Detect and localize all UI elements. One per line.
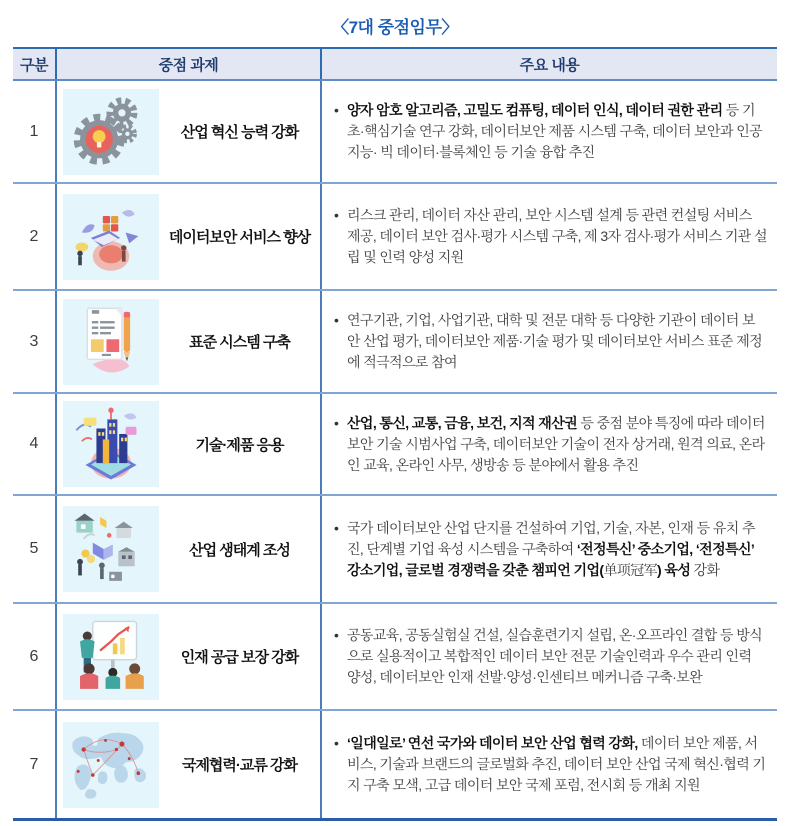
bullet-item [334,205,767,268]
row-number: 2 [13,184,57,289]
checklist-pencil-icon [63,299,159,385]
task-cell [57,604,322,709]
content-cell [322,496,777,602]
data-service-icon [63,194,159,280]
header-main-content: 주요 내용 [519,56,580,74]
row-number: 7 [13,711,57,818]
bullet-marker: • [334,102,339,118]
key-tasks-table [13,47,777,821]
industry-ecosystem-icon [63,506,159,592]
header-category: 구분 [13,49,57,79]
bullet-marker: • [334,414,339,431]
content-text: 산업, 통신, 교통, 금융, 보건, 지적 재산권 등 중점 분야 특징에 따라 데이터보안 기술 시범사업 구축, 데이터보안 기술이 전자 상거래, 원격 의료, 온라인 교육, 온라인 사무, 생방송 등 분야에서 활용 추진 [347,414,765,473]
row-number: 5 [13,496,57,602]
row-number: 4 [13,394,57,494]
content-text: ‘일대일로’ 연선 국가와 데이터 보안 산업 협력 강화, 데이터 보안 제품, 서비스, 기술과 브랜드의 글로벌화 추진, 데이터 보안 산업 국제 혁신·협력 기지 구축 모색, 고급 데이터 보안 국제 포럼, 전시회 등 개최 지원 [347,735,766,793]
bullet-marker: • [334,207,339,223]
gears-lightbulb-icon [63,89,159,175]
content-text: 공동교육, 공동실험실 건설, 실습훈련기지 설립, 온·오프라인 결합 등 방식으로 실용적이고 복합적인 데이터 보안 전문 기술인력과 우수 관리 인력 양성, 데이터보안 인재 선발·양성·인센티브 메커니즘 구축·보완 [347,627,763,685]
table-body [13,81,777,818]
bullet-marker: • [334,312,339,328]
table-row [13,711,777,818]
task-cell [57,394,322,494]
table-row [13,604,777,711]
content-cell [322,604,777,709]
bullet-marker: • [334,735,339,751]
bullet-item [334,310,767,373]
world-map-icon [63,722,159,808]
training-presentation-icon [63,614,159,700]
task-cell [57,496,322,602]
bullet-item [334,625,767,688]
task-label: 산업 혁신 능력 강화 [180,124,299,141]
content-text: 리스크 관리, 데이터 자산 관리, 보안 시스템 설계 등 관련 컨설팅 서비스 제공, 데이터 보안 검사·평가 시스템 구축, 제 3자 검사·평가 서비스 기관 설립 및 인력 양성 지원 [347,207,767,265]
bullet-item [334,100,767,163]
row-number: 6 [13,604,57,709]
content-cell [322,81,777,182]
table-row [13,81,777,184]
bullet-item [334,733,767,796]
content-cell [322,711,777,818]
table-row [13,496,777,604]
smart-city-icon [63,401,159,487]
task-label: 인재 공급 보장 강화 [180,649,299,666]
task-label: 표준 시스템 구축 [189,334,290,351]
task-cell [57,81,322,182]
header-key-task: 중점 과제 [57,49,322,79]
content-text: 국가 데이터보안 산업 단지를 건설하여 기업, 기술, 자본, 인재 등 유치 추진, 단계별 기업 육성 시스템을 구축하여 ‘전정특신’ 중소기업, ‘전정특신’ 강소기업, 글로벌 경쟁력을 갖춘 챔피언 기업(单项冠军) 육성 강화 [347,519,755,578]
task-cell [57,184,322,289]
table-row [13,184,777,291]
task-label: 산업 생태계 조성 [189,541,290,559]
content-cell [322,394,777,494]
bullet-marker: • [334,627,339,643]
task-cell [57,711,322,818]
table-row [13,291,777,394]
table-header-row [13,49,777,81]
bullet-item [334,413,767,476]
page-title: 〈7대 중점임무〉 [332,18,458,37]
bullet-marker: • [334,519,339,536]
task-cell [57,291,322,392]
content-cell [322,291,777,392]
task-label: 기술·제품 응용 [195,436,284,454]
content-text: 양자 암호 알고리즘, 고밀도 컴퓨팅, 데이터 인식, 데이터 권한 관리 등 기초·핵심기술 연구 강화, 데이터보안 제품 시스템 구축, 데이터 보안과 인공지능· 빅 데이터·블록체인 등 기술 융합 추진 [347,102,763,160]
table-row [13,394,777,496]
task-label: 데이터보안 서비스 향상 [168,229,311,246]
row-number: 3 [13,291,57,392]
row-number: 1 [13,81,57,182]
bullet-item [334,518,767,581]
content-text: 연구기관, 기업, 사업기관, 대학 및 전문 대학 등 다양한 기관이 데이터 보안 산업 평가, 데이터보안 제품·기술 평가 및 데이터보안 서비스 표준 제정에 적극적으로 참여 [347,312,763,370]
task-label: 국제협력·교류 강화 [181,757,298,774]
content-cell [322,184,777,289]
